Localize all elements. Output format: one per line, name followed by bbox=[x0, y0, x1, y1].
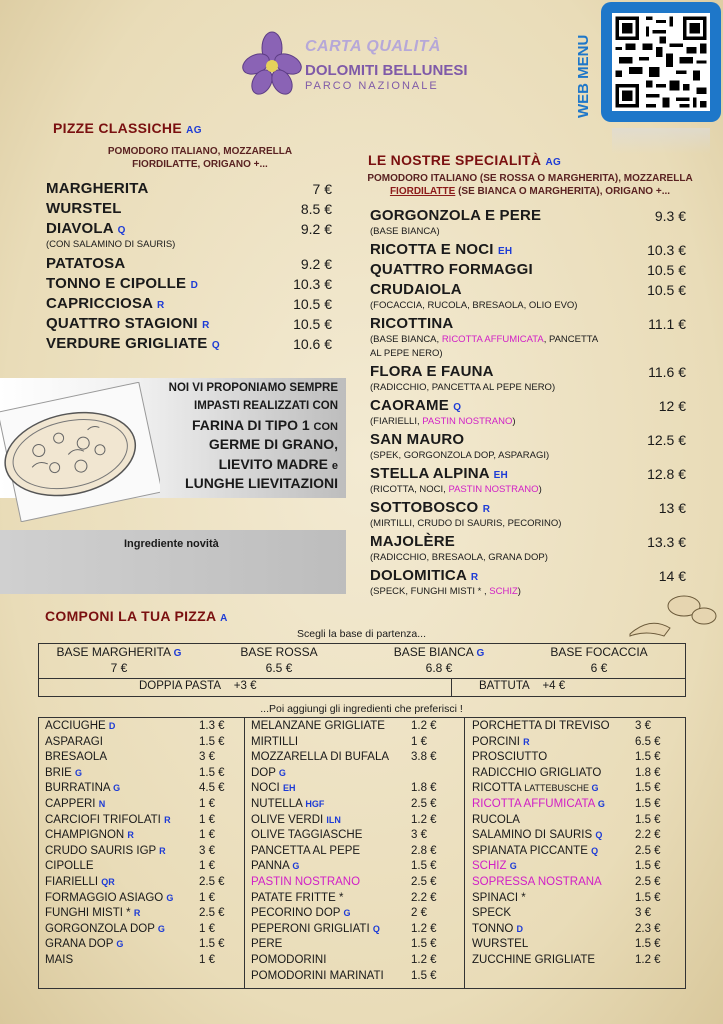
allergen-tag: G bbox=[157, 923, 165, 934]
ingredient-name[interactable]: RICOTTA LATTEBUSCHE G bbox=[472, 782, 599, 795]
allergen-tag: G bbox=[591, 783, 599, 794]
allergen-tag: D bbox=[190, 280, 199, 291]
classic-item-name: WURSTEL bbox=[46, 200, 122, 217]
ingredient-name[interactable]: ZUCCHINE GRIGLIATE bbox=[472, 954, 596, 966]
ingredient-price: 1.2 € bbox=[635, 954, 661, 966]
allergen-tag: R bbox=[133, 908, 141, 919]
ingredient-price: 3.8 € bbox=[411, 751, 437, 764]
ingredient-name-cont: DOP G bbox=[251, 766, 286, 779]
allergen-tag: G bbox=[343, 908, 351, 919]
ingredient-name[interactable]: PANCETTA AL PEPE bbox=[251, 844, 361, 857]
classic-item-price: 10.5 € bbox=[293, 296, 332, 312]
base-option[interactable]: BASE BIANCA G bbox=[393, 645, 485, 659]
extra-option[interactable]: BATTUTA +4 € bbox=[479, 680, 566, 692]
promo-line-1: NOI VI PROPONIAMO SEMPRE bbox=[168, 382, 338, 394]
special-item-name: RICOTTINA bbox=[370, 315, 454, 332]
base-price: 6.8 € bbox=[425, 661, 453, 675]
base-price: 6 € bbox=[590, 661, 608, 675]
ingredient-price: 1.5 € bbox=[411, 938, 437, 951]
ingredient-name[interactable]: ACCIUGHE D bbox=[45, 720, 116, 732]
ingredient-price: 1.5 € bbox=[635, 860, 661, 873]
special-item-name: STELLA ALPINA EH bbox=[370, 465, 508, 482]
ingredient-brand: LATTEBUSCHE bbox=[524, 783, 592, 794]
special-item-price: 10.3 € bbox=[647, 242, 686, 258]
classic-item-price: 10.5 € bbox=[293, 316, 332, 332]
special-item-price: 12.5 € bbox=[647, 432, 686, 448]
allergen-tag: G bbox=[476, 648, 485, 659]
base-option[interactable]: BASE ROSSA bbox=[240, 645, 318, 659]
allergen-tag: HGF bbox=[305, 799, 325, 809]
special-item-note: (FOCACCIA, RUCOLA, BRESAOLA, OLIO EVO) bbox=[370, 300, 578, 311]
base-price: 7 € bbox=[110, 661, 128, 675]
logo-park: PARCO NAZIONALE bbox=[305, 80, 439, 92]
allergen-tag: G bbox=[597, 799, 605, 809]
ingredient-name[interactable]: CAPPERI N bbox=[45, 798, 106, 810]
park-logo-flower-icon bbox=[240, 30, 304, 102]
allergen-tag: Q bbox=[117, 225, 126, 236]
ingredient-price: 1 € bbox=[199, 954, 215, 966]
ingredient-price: 2.3 € bbox=[635, 922, 661, 935]
special-item-note: (RICOTTA, NOCI, PASTIN NOSTRANO) bbox=[370, 484, 542, 495]
allergen-tag: G bbox=[116, 939, 124, 950]
highlight-ingredient: RICOTTA AFFUMICATA bbox=[441, 334, 544, 345]
special-title: LE NOSTRE SPECIALITÀ AG bbox=[368, 152, 562, 168]
special-item-note: (FIARIELLI, PASTIN NOSTRANO) bbox=[370, 416, 516, 427]
special-item-price: 9.3 € bbox=[654, 208, 686, 224]
special-item-price: 11.1 € bbox=[648, 316, 686, 332]
ingredient-price: 4.5 € bbox=[199, 782, 225, 795]
classic-item-price: 7 € bbox=[312, 181, 332, 197]
classic-item-price: 10.6 € bbox=[293, 336, 332, 352]
allergen-tag: EH bbox=[498, 246, 513, 257]
allergen-tag: N bbox=[98, 799, 106, 809]
ingredient-name[interactable]: MOZZARELLA DI BUFALA bbox=[251, 751, 390, 764]
allergen-tag: R bbox=[127, 830, 134, 841]
ingredient-price: 1.2 € bbox=[411, 720, 437, 732]
ingredient-name[interactable]: CHAMPIGNON R bbox=[45, 829, 134, 842]
highlight-ingredient: SCHIZ bbox=[489, 586, 518, 597]
special-item-note: (RADICCHIO, BRESAOLA, GRANA DOP) bbox=[370, 552, 548, 563]
classic-item-note: (CON SALAMINO DI SAURIS) bbox=[46, 239, 176, 250]
special-item-name: CAORAME Q bbox=[370, 397, 462, 414]
qr-code-icon[interactable] bbox=[612, 13, 710, 111]
ingredient-price: 1 € bbox=[199, 922, 215, 935]
ingredient-name[interactable]: RADICCHIO GRIGLIATO bbox=[472, 766, 602, 779]
promo-line-5: LIEVITO MADRE e bbox=[218, 456, 338, 472]
ingredient-name[interactable]: PORCHETTA DI TREVISO bbox=[472, 720, 610, 732]
ingredient-name[interactable]: BRESAOLA bbox=[45, 751, 107, 764]
allergen-tag: R bbox=[164, 814, 171, 825]
ingredient-name[interactable]: RICOTTA AFFUMICATA G bbox=[472, 798, 605, 810]
ingredient-name[interactable]: RUCOLA bbox=[472, 813, 520, 826]
classic-item-name: MARGHERITA bbox=[46, 180, 149, 197]
ingredient-price: 1 € bbox=[199, 891, 215, 904]
special-item-note: (SPEK, GORGONZOLA DOP, ASPARAGI) bbox=[370, 450, 550, 461]
ingredient-name[interactable]: PASTIN NOSTRANO bbox=[251, 876, 361, 888]
ingredient-price: 2.2 € bbox=[635, 829, 661, 842]
classic-item-price: 9.2 € bbox=[300, 221, 332, 237]
ingredient-price: 1.3 € bbox=[199, 720, 225, 732]
ingredient-price: 3 € bbox=[635, 720, 651, 732]
promo-line-2: IMPASTI REALIZZATI CON bbox=[194, 400, 338, 412]
allergen-tag: R bbox=[157, 300, 165, 311]
ingredient-name[interactable]: CRUDO SAURIS IGP R bbox=[45, 844, 166, 857]
special-item-name: RICOTTA E NOCI EH bbox=[370, 241, 513, 258]
special-item-name: CRUDAIOLA bbox=[370, 281, 462, 298]
ingredient-name[interactable]: GORGONZOLA DOP G bbox=[45, 922, 165, 935]
classic-item-name: VERDURE GRIGLIATE Q bbox=[46, 335, 220, 352]
special-item-note: (MIRTILLI, CRUDO DI SAURIS, PECORINO) bbox=[370, 518, 562, 529]
ingredients-table bbox=[38, 717, 686, 989]
allergen-tag: G bbox=[278, 767, 286, 778]
ingredient-price: 1.8 € bbox=[411, 782, 437, 795]
allergen-tag: G bbox=[509, 861, 517, 872]
allergen-tag: EH bbox=[493, 470, 508, 481]
special-item-name: GORGONZOLA E PERE bbox=[370, 207, 542, 224]
qr-reflection bbox=[612, 128, 710, 154]
special-item-price: 10.5 € bbox=[647, 262, 686, 278]
ingredient-price: 1.5 € bbox=[199, 766, 225, 779]
allergen-tag: R bbox=[202, 320, 210, 331]
ingredient-name[interactable]: SOPRESSA NOSTRANA bbox=[472, 876, 602, 888]
ingredient-price: 2.5 € bbox=[411, 798, 437, 810]
ingredient-price: 1.5 € bbox=[199, 938, 225, 951]
special-item-name: FLORA E FAUNA bbox=[370, 363, 494, 380]
special-item-price: 10.5 € bbox=[647, 282, 686, 298]
ingredient-price: 1.5 € bbox=[635, 798, 661, 810]
ingredient-name[interactable]: POMODORINI bbox=[251, 954, 327, 966]
promo-line-3: FARINA DI TIPO 1 CON bbox=[191, 417, 338, 433]
ingredient-name[interactable]: GRANA DOP G bbox=[45, 938, 124, 951]
ingredient-price: 1 € bbox=[199, 829, 215, 842]
novita-label: Ingrediente novità bbox=[124, 538, 219, 550]
special-item-price: 12 € bbox=[658, 398, 686, 414]
ingredient-price: 2.5 € bbox=[199, 876, 225, 888]
ingredient-name[interactable]: SPECK bbox=[472, 907, 511, 920]
classic-item-name: QUATTRO STAGIONI R bbox=[46, 315, 210, 332]
special-item-name: DOLOMITICA R bbox=[370, 567, 479, 584]
ingredient-price: 1.2 € bbox=[411, 813, 437, 826]
allergen-tag: Q bbox=[595, 830, 603, 841]
allergen-tag: QR bbox=[101, 877, 115, 887]
base-option[interactable]: BASE FOCACCIA bbox=[550, 645, 648, 659]
ingredient-name[interactable]: WURSTEL bbox=[472, 938, 529, 951]
ingredient-price: 2.8 € bbox=[411, 844, 437, 857]
ingredient-name[interactable]: NUTELLA HGF bbox=[251, 798, 325, 810]
ingredient-name[interactable]: OLIVE TAGGIASCHE bbox=[251, 829, 363, 842]
ingredient-price: 3 € bbox=[199, 844, 215, 857]
classic-item-name: CAPRICCIOSA R bbox=[46, 295, 165, 312]
allergen-tag: G bbox=[75, 767, 83, 778]
ingredient-name[interactable]: BURRATINA G bbox=[45, 782, 121, 795]
classic-item-price: 9.2 € bbox=[300, 256, 332, 272]
bases-table bbox=[38, 643, 686, 697]
ingredient-price: 1.5 € bbox=[635, 891, 661, 904]
logo-title: CARTA QUALITÀ bbox=[305, 38, 441, 55]
ingredient-name[interactable]: MAIS bbox=[45, 954, 74, 966]
extra-option[interactable]: DOPPIA PASTA +3 € bbox=[139, 680, 257, 692]
ingredient-price: 1.8 € bbox=[635, 766, 661, 779]
ingredient-name[interactable]: OLIVE VERDI ILN bbox=[251, 813, 341, 826]
ingredient-name[interactable]: BRIE G bbox=[45, 766, 83, 779]
special-item-name: SOTTOBOSCO R bbox=[370, 499, 491, 516]
classic-item-price: 8.5 € bbox=[300, 201, 332, 217]
ingredient-price: 2 € bbox=[411, 907, 427, 920]
ingredient-price: 2.5 € bbox=[635, 844, 661, 857]
special-item-name: QUATTRO FORMAGGI bbox=[370, 261, 533, 278]
classic-item-price: 10.3 € bbox=[293, 276, 332, 292]
allergen-tag: G bbox=[166, 892, 174, 903]
allergen-tag: R bbox=[159, 845, 166, 856]
classic-item-name: DIAVOLA Q bbox=[46, 220, 126, 237]
special-item-note: (SPECK, FUNGHI MISTI * , SCHIZ) bbox=[370, 586, 521, 597]
allergen-tag: D bbox=[108, 721, 116, 731]
ingredient-price: 3 € bbox=[199, 751, 215, 764]
ingredient-name[interactable]: CIPOLLE bbox=[45, 860, 94, 873]
special-item-note: (BASE BIANCA, RICOTTA AFFUMICATA, PANCETTA bbox=[370, 334, 599, 345]
choose-base-label: Scegli la base di partenza... bbox=[297, 628, 426, 640]
ingredient-price: 2.5 € bbox=[635, 876, 661, 888]
ingredient-name[interactable]: PEPERONI GRIGLIATI Q bbox=[251, 922, 380, 935]
ingredient-name[interactable]: PATATE FRITTE * bbox=[251, 891, 344, 904]
ingredient-name[interactable]: PECORINO DOP G bbox=[251, 907, 351, 920]
allergen-tag: Q bbox=[211, 340, 220, 351]
ingredient-name[interactable]: ASPARAGI bbox=[45, 735, 103, 748]
ingredient-name[interactable]: PANNA G bbox=[251, 860, 300, 873]
allergen-tag: R bbox=[482, 504, 491, 515]
allergen-tag: G bbox=[113, 783, 121, 794]
allergen-tag: R bbox=[470, 572, 479, 583]
allergen-tag: G bbox=[292, 861, 300, 872]
special-item-price: 12.8 € bbox=[647, 466, 686, 482]
allergen-tag: D bbox=[516, 923, 524, 934]
special-subtitle: POMODORO ITALIANO (SE ROSSA O MARGHERITA), MOZZARELLA FIORDILATTE (SE BIANCA O MARGHERITA), ORIGANO +... bbox=[367, 173, 693, 197]
highlight-ingredient: PASTIN NOSTRANO bbox=[448, 484, 539, 495]
ingredient-name[interactable]: SPINACI * bbox=[472, 891, 526, 904]
classic-subtitle: POMODORO ITALIANO, MOZZARELLA FIORDILATTE, ORIGANO +... bbox=[107, 146, 293, 170]
ingredient-name[interactable]: PERE bbox=[251, 938, 283, 951]
special-item-price: 11.6 € bbox=[648, 364, 686, 380]
ingredient-price: 1.5 € bbox=[411, 860, 437, 873]
ingredient-name[interactable]: SALAMINO DI SAURIS Q bbox=[472, 829, 603, 842]
special-item-name: MAJOLÈRE bbox=[370, 533, 455, 550]
compose-title: COMPONI LA TUA PIZZA A bbox=[45, 608, 228, 624]
special-item-name: SAN MAURO bbox=[370, 431, 465, 448]
allergen-tag: Q bbox=[453, 402, 462, 413]
classic-title: PIZZE CLASSICHE AG bbox=[53, 120, 202, 136]
ingredient-name[interactable]: TONNO D bbox=[472, 922, 524, 935]
base-option[interactable]: BASE MARGHERITA G bbox=[56, 645, 182, 659]
ingredient-price: 1 € bbox=[199, 798, 215, 810]
base-price: 6.5 € bbox=[265, 661, 293, 675]
special-item-note: (BASE BIANCA) bbox=[370, 226, 440, 237]
classic-item-name: PATATOSA bbox=[46, 255, 126, 272]
ingredient-price: 1.2 € bbox=[411, 954, 437, 966]
promo-line-4: GERME DI GRANO, bbox=[208, 436, 338, 452]
logo-subtitle: DOLOMITI BELLUNESI bbox=[305, 62, 468, 79]
allergen-tag: G bbox=[173, 648, 182, 659]
ingredient-name[interactable]: MIRTILLI bbox=[251, 735, 299, 748]
ingredient-price: 1.5 € bbox=[411, 969, 437, 982]
add-ingredients-label: ...Poi aggiungi gli ingredienti che preferisci ! bbox=[260, 703, 463, 715]
special-item-note: (RADICCHIO, PANCETTA AL PEPE NERO) bbox=[370, 382, 556, 393]
ingredient-name[interactable]: PROSCIUTTO bbox=[472, 751, 548, 764]
ingredient-price: 1.5 € bbox=[199, 735, 225, 748]
allergen-tag: Q bbox=[591, 845, 599, 856]
ingredient-price: 1.5 € bbox=[635, 751, 661, 764]
ingredient-price: 1.5 € bbox=[635, 938, 661, 951]
ingredient-price: 2.2 € bbox=[411, 891, 437, 904]
ingredient-name[interactable]: SCHIZ G bbox=[472, 860, 517, 873]
ingredient-name[interactable]: NOCI EH bbox=[251, 782, 296, 795]
ingredient-price: 1.5 € bbox=[635, 782, 661, 795]
ingredient-name[interactable]: FIARIELLI QR bbox=[45, 876, 115, 888]
special-item-note: AL PEPE NERO) bbox=[370, 348, 443, 359]
ingredient-price: 2.5 € bbox=[411, 876, 437, 888]
ingredient-price: 1 € bbox=[411, 735, 427, 748]
special-item-price: 13.3 € bbox=[647, 534, 686, 550]
special-item-price: 14 € bbox=[658, 568, 686, 584]
ingredient-name[interactable]: FORMAGGIO ASIAGO G bbox=[45, 891, 174, 904]
web-menu-label[interactable] bbox=[566, 30, 598, 120]
svg-text:WEB MENU: WEB MENU bbox=[575, 34, 592, 118]
classic-item-name: TONNO E CIPOLLE D bbox=[46, 275, 199, 292]
ingredient-price: 1 € bbox=[199, 813, 215, 826]
ingredient-name[interactable]: PORCINI R bbox=[472, 735, 530, 748]
allergen-tag: ILN bbox=[326, 814, 341, 825]
highlight-ingredient: PASTIN NOSTRANO bbox=[422, 416, 513, 427]
ingredient-name[interactable]: MELANZANE GRIGLIATE bbox=[251, 720, 385, 732]
ingredient-name[interactable]: FUNGHI MISTI * R bbox=[45, 907, 141, 920]
allergen-tag: Q bbox=[372, 923, 380, 934]
ingredient-price: 3 € bbox=[635, 907, 651, 920]
allergen-tag: EH bbox=[282, 783, 296, 794]
ingredient-price: 1.5 € bbox=[635, 813, 661, 826]
ingredient-name[interactable]: SPIANATA PICCANTE Q bbox=[472, 844, 599, 857]
pizza-sketch-icon bbox=[0, 382, 160, 522]
ingredient-price: 3 € bbox=[411, 829, 427, 842]
promo-line-6: LUNGHE LIEVITAZIONI bbox=[185, 475, 338, 491]
allergen-tag: R bbox=[523, 736, 530, 747]
special-item-price: 13 € bbox=[658, 500, 686, 516]
ingredient-price: 1 € bbox=[199, 860, 215, 873]
ingredient-name[interactable]: POMODORINI MARINATI bbox=[251, 969, 384, 982]
ingredient-name[interactable]: CARCIOFI TRIFOLATI R bbox=[45, 813, 171, 826]
ingredient-price: 6.5 € bbox=[635, 735, 661, 748]
ingredient-price: 1.2 € bbox=[411, 922, 437, 935]
ingredient-price: 2.5 € bbox=[199, 907, 225, 920]
